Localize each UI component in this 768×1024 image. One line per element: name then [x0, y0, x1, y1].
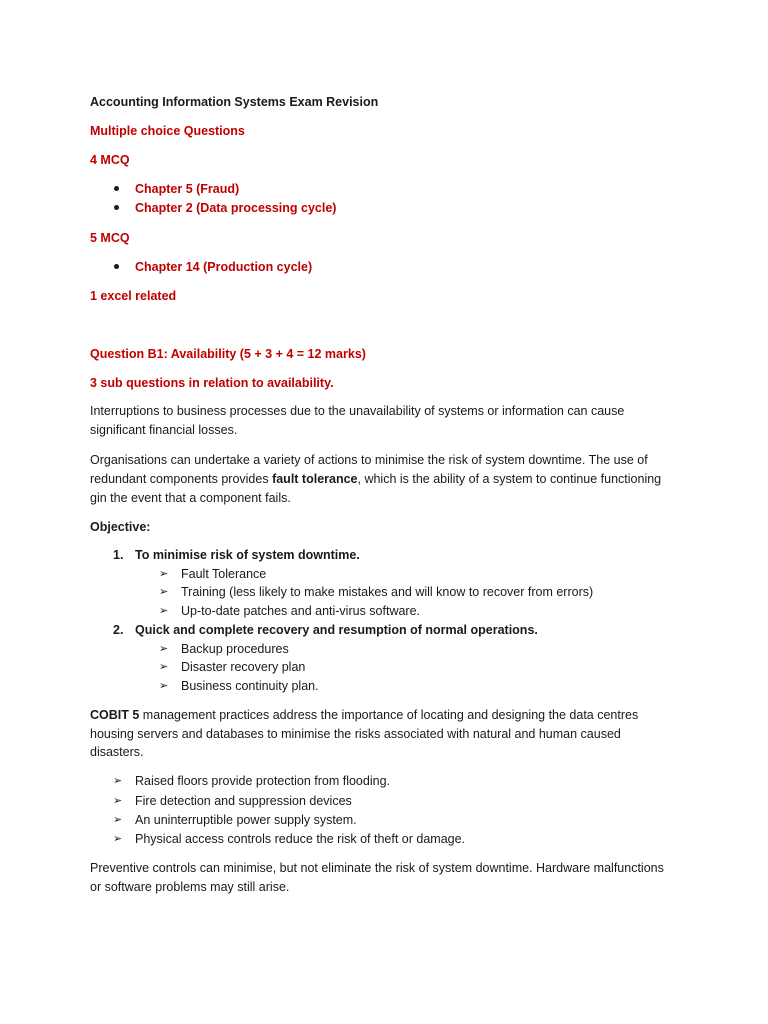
list-number: 1. [113, 548, 124, 562]
arrow-bullet-icon: ➢ [159, 586, 169, 598]
cobit-list-item: Physical access controls reduce the risk of theft or damage. [135, 832, 466, 846]
question-b1-heading: Question B1: Availability (5 + 3 + 4 = 12 marks) [90, 347, 366, 361]
mcq-heading: Multiple choice Questions [90, 124, 245, 138]
list-number: 2. [113, 623, 124, 637]
arrow-bullet-icon: ➢ [159, 605, 169, 617]
paragraph-text: redundant components provides [90, 472, 273, 486]
arrow-bullet-icon: ➢ [159, 680, 169, 692]
bullet-dot-icon [114, 205, 119, 210]
paragraph-line: Interruptions to business processes due to the unavailability of systems or information can cause [90, 404, 625, 418]
arrow-bullet-icon: ➢ [113, 795, 123, 807]
mcq5-item: Chapter 14 (Production cycle) [135, 260, 313, 274]
document-title: Accounting Information Systems Exam Revision [90, 95, 379, 109]
arrow-bullet-icon: ➢ [159, 661, 169, 673]
mcq4-item: Chapter 2 (Data processing cycle) [135, 201, 337, 215]
bullet-dot-icon [114, 186, 119, 191]
arrow-bullet-icon: ➢ [113, 775, 123, 787]
sub-list-item: Training (less likely to make mistakes and will know to recover from errors) [181, 585, 594, 599]
mcq4-label: 4 MCQ [90, 153, 130, 167]
sub-list-item: Up-to-date patches and anti-virus software. [181, 604, 421, 618]
cobit-term: COBIT 5 [90, 708, 140, 722]
paragraph-text: management practices address the importance of locating and designing the data centres [139, 708, 639, 722]
objective-label: Objective: [90, 520, 151, 534]
sub-questions-note: 3 sub questions in relation to availability. [90, 376, 334, 390]
arrow-bullet-icon: ➢ [113, 833, 123, 845]
excel-label: 1 excel related [90, 289, 177, 303]
cobit-list-item: Raised floors provide protection from flooding. [135, 774, 390, 788]
cobit-list-item: An uninterruptible power supply system. [135, 813, 357, 827]
arrow-bullet-icon: ➢ [159, 643, 169, 655]
paragraph-line: gin the event that a component fails. [90, 491, 291, 505]
paragraph-line: significant financial losses. [90, 423, 238, 437]
sub-list-item: Fault Tolerance [181, 567, 267, 581]
sub-list-item: Backup procedures [181, 642, 289, 656]
mcq5-label: 5 MCQ [90, 231, 130, 245]
arrow-bullet-icon: ➢ [159, 568, 169, 580]
objective-item: To minimise risk of system downtime. [135, 548, 360, 562]
paragraph-line [90, 470, 661, 488]
mcq4-item: Chapter 5 (Fraud) [135, 182, 240, 196]
objective-item: Quick and complete recovery and resumption of normal operations. [135, 623, 538, 637]
sub-list-item: Disaster recovery plan [181, 660, 306, 674]
paragraph-line: Preventive controls can minimise, but not eliminate the risk of system downtime. Hardware malfunctions [90, 861, 664, 875]
paragraph-line [90, 706, 638, 724]
paragraph-line: Organisations can undertake a variety of actions to minimise the risk of system downtime. The use of [90, 453, 648, 467]
arrow-bullet-icon: ➢ [113, 814, 123, 826]
paragraph-text: , which is the ability of a system to continue functioning [357, 472, 662, 486]
paragraph-line: housing servers and databases to minimise the risks associated with natural and human caused [90, 727, 621, 741]
fault-tolerance-term: fault tolerance [272, 472, 358, 486]
sub-list-item: Business continuity plan. [181, 679, 319, 693]
paragraph-line: disasters. [90, 745, 144, 759]
bullet-dot-icon [114, 264, 119, 269]
paragraph-line: or software problems may still arise. [90, 880, 290, 894]
cobit-list-item: Fire detection and suppression devices [135, 794, 352, 808]
